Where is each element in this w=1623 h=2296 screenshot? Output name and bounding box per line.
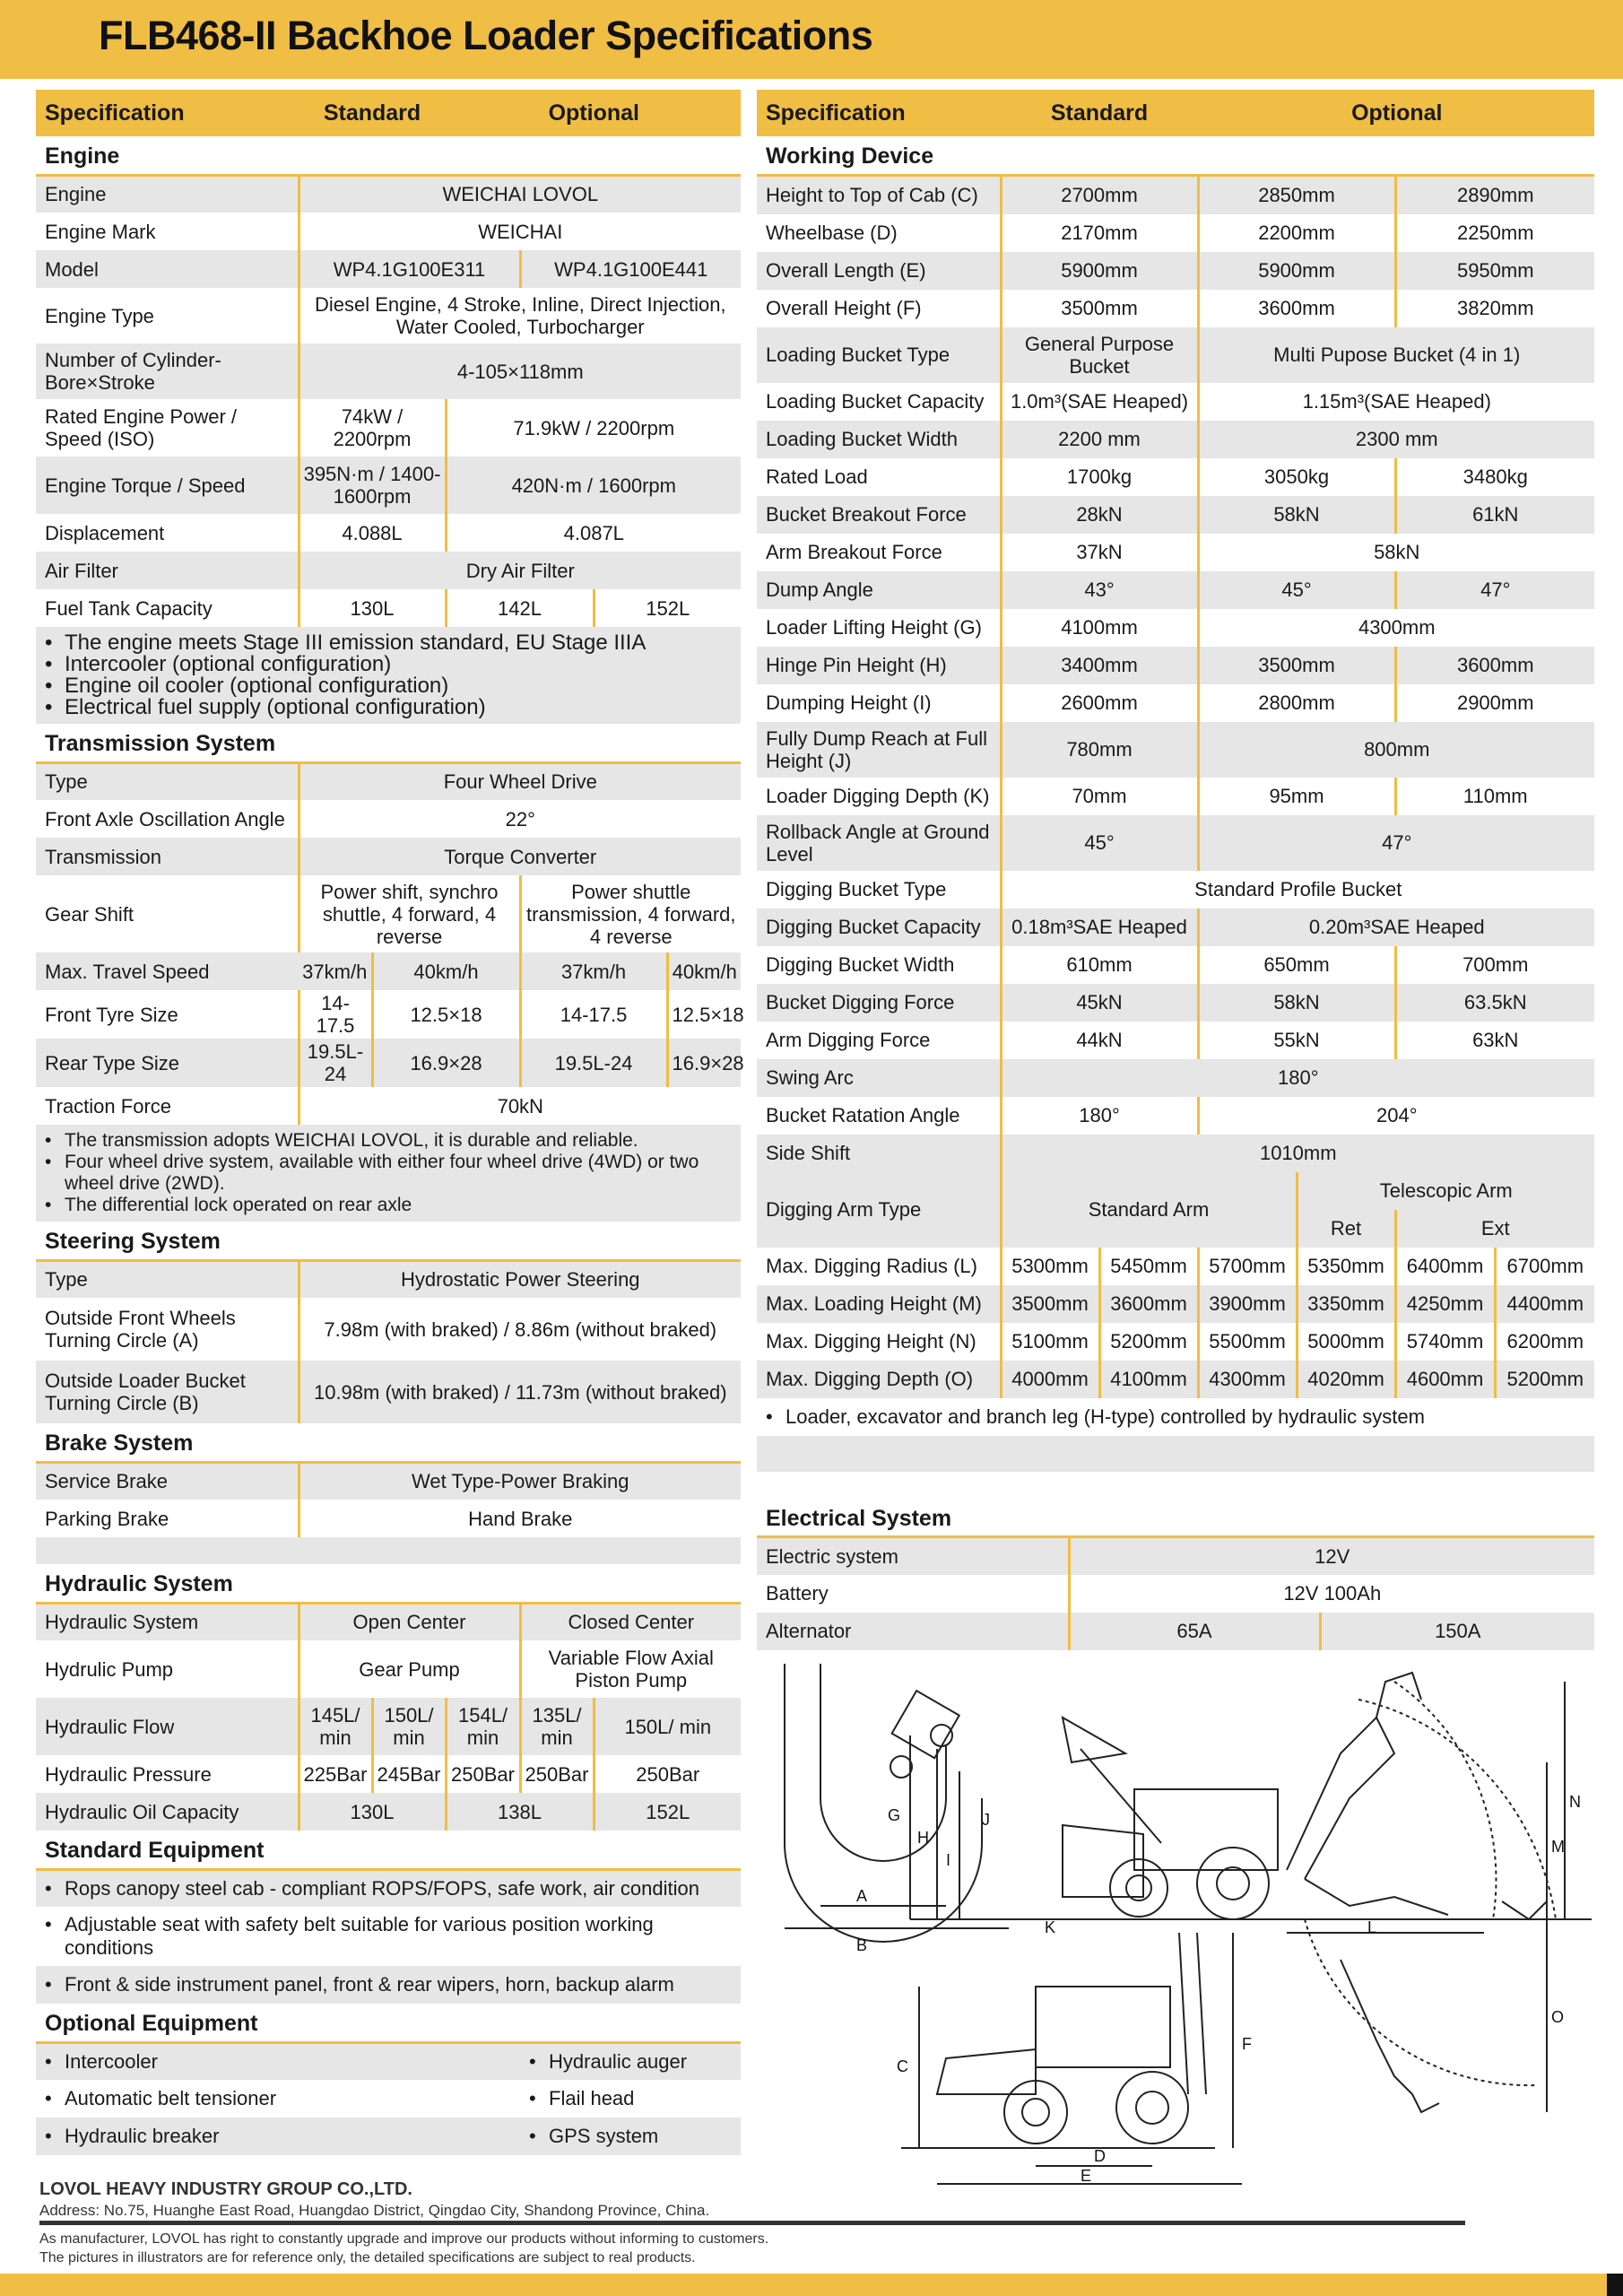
spec-row: Swing Arc 180° [757,1059,1594,1097]
list-item: • Adjustable seat with safety belt suitable for various position working conditions [36,1907,741,1966]
spec-row: Front Tyre Size 14-17.5 12.5×18 14-17.5 12.5×18 [45,992,744,1037]
spec-row: Max. Digging Height (N) 5100mm 5200mm 5500mm 5000mm 5740mm 6200mm [757,1323,1594,1361]
spec-row: Service Brake Wet Type-Power Braking [36,1462,741,1500]
spec-row: Rollback Angle at Ground Level 45° 47° [757,815,1594,871]
spec-row: Engine Mark WEICHAI [36,213,741,250]
transmission-notes [36,1125,741,1222]
note-item: • Four wheel drive system, available with either four wheel drive (4WD) or two wheel drive (2WD). [45,1152,732,1195]
dimension-diagram [767,1664,1601,2202]
spec-row: Max. Loading Height (M) 3500mm 3600mm 3900mm 3350mm 4250mm 4400mm [757,1285,1594,1323]
spec-row: Rated Engine Power / Speed (ISO) 74kW / 2200rpm 71.9kW / 2200rpm [36,399,741,457]
note-item: • Intercooler (optional configuration) [45,654,732,675]
spec-row: Loading Bucket Width 2200 mm 2300 mm [757,421,1594,458]
spec-row: Bucket Digging Force 45kN 58kN 63.5kN [757,984,1594,1022]
spacer-row [36,1537,741,1564]
spec-row: Digging Bucket Width 610mm 650mm 700mm [757,946,1594,984]
spec-row: Electric system 12V [757,1537,1594,1575]
dim-label-k: K [1045,1918,1056,1936]
spec-row: Hydraulic Pressure 225Bar 245Bar 250Bar 250Bar 250Bar [36,1755,741,1793]
section-electrical: Electrical System [757,1499,1594,1537]
dim-label-m: M [1551,1838,1565,1856]
note-item: • Electrical fuel supply (optional configuration) [45,697,732,718]
spec-row: Bucket Breakout Force 28kN 58kN 61kN [757,496,1594,534]
spec-row: Digging Bucket Capacity 0.18m³SAE Heaped 0.20m³SAE Heaped [757,909,1594,946]
spec-row: Outside Loader Bucket Turning Circle (B) 10.98m (with braked) / 11.73m (without braked) [36,1361,741,1423]
spec-row: Hydraulic System Open Center Closed Center [36,1603,741,1640]
note-item: • Engine oil cooler (optional configuration) [45,675,732,697]
spec-row: Overall Length (E) 5900mm 5900mm 5950mm [757,252,1594,290]
spec-row: Engine Torque / Speed 395N·m / 1400-1600rpm 420N·m / 1600rpm [36,457,741,514]
spec-row: Hydraulic Flow 145L/ min 150L/ min 154L/ min 135L/ min 150L/ min [36,1698,741,1755]
spec-row: Side Shift 1010mm [757,1135,1594,1172]
disclaimer-line: The pictures in illustrators are for reference only, the detailed specifications are subject to real products. [39,2250,696,2266]
disclaimer-line: As manufacturer, LOVOL has right to constantly upgrade and improve our products without informing to customers. [39,2231,769,2247]
footer [39,2179,1474,2220]
spec-row: Fuel Tank Capacity 130L 142L 152L [36,589,741,627]
spec-row: Arm Breakout Force 37kN 58kN [757,534,1594,571]
list-item: • Front & side instrument panel, front & rear wipers, horn, backup alarm [36,1966,741,2004]
dim-label-i: I [946,1851,951,1869]
spacer-row [757,1436,1594,1472]
spec-row: Overall Height (F) 3500mm 3600mm 3820mm [757,290,1594,327]
spec-row: Loader Lifting Height (G) 4100mm 4300mm [757,609,1594,647]
spec-row: Displacement 4.088L 4.087L [36,514,741,552]
spec-row: Ret Ext [757,1210,1594,1248]
spec-row: Type Hydrostatic Power Steering [36,1260,741,1298]
section-working-device: Working Device [757,136,1594,175]
engine-notes [36,627,741,724]
spec-row: Arm Digging Force 44kN 55kN 63kN [757,1022,1594,1059]
header-row [36,90,741,136]
dim-label-g: G [888,1806,901,1824]
list-item: • Automatic belt tensioner • Flail head [36,2080,741,2118]
left-column [36,90,744,2155]
dim-label-c: C [897,2057,908,2075]
spec-row: Max. Travel Speed 37km/h 40km/h 37km/h 40km/h [36,952,741,990]
header-standard: Standard [299,90,446,136]
spec-row: Hinge Pin Height (H) 3400mm 3500mm 3600mm [757,647,1594,684]
disclaimer [39,2230,768,2267]
spec-row: Gear Shift Power shift, synchro shuttle, 4 forward, 4 reverse Power shuttle transmission, 4 forward, 4 reverse [36,875,741,952]
dim-label-e: E [1081,2167,1092,2185]
spec-row: Rated Load 1700kg 3050kg 3480kg [757,458,1594,496]
page-title: FLB468-II Backhoe Loader Specifications [99,13,873,58]
bottom-bar-tab [1607,2274,1623,2296]
spec-row: Type Four Wheel Drive [36,762,741,800]
spec-row: Transmission Torque Converter [36,838,741,875]
dim-label-d: D [1094,2147,1106,2165]
note-item: • The differential lock operated on rear axle [45,1195,732,1216]
spec-row: Engine WEICHAI LOVOL [36,175,741,213]
note-item: • The transmission adopts WEICHAI LOVOL, it is durable and reliable. [45,1130,732,1152]
spacer-row [757,1472,1594,1499]
header-optional: Optional [1198,90,1594,136]
spec-row: Front Axle Oscillation Angle 22° [36,800,741,838]
spec-row: Number of Cylinder-Bore×Stroke 4-105×118mm [36,344,741,399]
right-column [757,90,1594,1650]
spec-row: Dumping Height (I) 2600mm 2800mm 2900mm [757,684,1594,722]
header-row [757,90,1594,136]
spec-row: Battery 12V 100Ah [757,1575,1594,1613]
spec-row: Height to Top of Cab (C) 2700mm 2850mm 2890mm [757,177,1594,214]
working-note: • Loader, excavator and branch leg (H-type) controlled by hydraulic system [757,1398,1594,1436]
dim-label-o: O [1551,2008,1565,2026]
arm-table [757,1172,1594,1499]
spec-row: Outside Front Wheels Turning Circle (A) 7.98m (with braked) / 8.86m (without braked) [36,1298,741,1361]
header-optional: Optional [446,90,741,136]
spec-row: Fully Dump Reach at Full Height (J) 780mm 800mm [757,722,1594,778]
list-item: • Rops canopy steel cab - compliant ROPS/FOPS, safe work, air condition [36,1869,741,1907]
section-hydraulic: Hydraulic System [36,1564,741,1603]
list-item: • Intercooler • Hydraulic auger [36,2042,741,2080]
spec-row: Traction Force 70kN [36,1087,741,1125]
spec-row: Loader Digging Depth (K) 70mm 95mm 110mm [757,778,1594,815]
spec-row: Parking Brake Hand Brake [36,1500,741,1537]
section-engine: Engine [36,136,741,175]
electrical-table [757,1499,1594,1650]
title-banner [0,0,1623,79]
spec-row: Bucket Ratation Angle 180° 204° [757,1097,1594,1135]
section-standard-equipment: Standard Equipment [36,1831,741,1869]
spec-row: Digging Bucket Type Standard Profile Bucket [757,871,1594,909]
spec-row: Model WP4.1G100E311 WP4.1G100E441 [36,250,741,288]
dim-label-j: J [982,1811,990,1829]
spec-row: Alternator 65A 150A [757,1613,1594,1650]
dim-label-f: F [1242,2035,1252,2053]
spec-row: Hydraulic Oil Capacity 130L 138L 152L [36,1793,741,1831]
header-spec: Specification [36,90,299,136]
company-address: Address: No.75, Huanghe East Road, Huangdao District, Qingdao City, Shandong Province, China. [39,2202,710,2219]
company-name: LOVOL HEAVY INDUSTRY GROUP CO.,LTD. [39,2179,412,2199]
spec-row: Dump Angle 43° 45° 47° [757,571,1594,609]
right-spec-table [757,90,1594,177]
section-transmission: Transmission System [36,724,741,762]
list-item: • Hydraulic breaker • GPS system [36,2118,741,2155]
note-item: • The engine meets Stage III emission standard, EU Stage IIIA [45,632,732,654]
header-spec: Specification [757,90,1001,136]
working-device-table [757,177,1594,1172]
spec-row: Wheelbase (D) 2170mm 2200mm 2250mm [757,214,1594,252]
footer-divider [39,2221,1465,2225]
spec-row: Max. Digging Depth (O) 4000mm 4100mm 4300mm 4020mm 4600mm 5200mm [757,1361,1594,1398]
spec-row: Hydrulic Pump Gear Pump Variable Flow Axial Piston Pump [36,1640,741,1698]
spec-row: Loading Bucket Capacity 1.0m³(SAE Heaped) 1.15m³(SAE Heaped) [757,383,1594,421]
section-brake: Brake System [36,1423,741,1462]
header-standard: Standard [1001,90,1198,136]
section-optional-equipment: Optional Equipment [36,2004,741,2042]
dim-label-a: A [856,1887,868,1905]
dim-label-b: B [856,1936,868,1954]
spec-row: Max. Digging Radius (L) 5300mm 5450mm 5700mm 5350mm 6400mm 6700mm [757,1248,1594,1285]
spec-row: Engine Type Diesel Engine, 4 Stroke, Inline, Direct Injection, Water Cooled, Turbocharger [36,288,741,344]
dim-label-l: L [1367,1918,1377,1936]
spec-row: Loading Bucket Type General Purpose Bucket Multi Pupose Bucket (4 in 1) [757,327,1594,383]
dim-label-n: N [1569,1793,1581,1811]
spec-row: Digging Arm Type Standard Arm Telescopic Arm [757,1172,1594,1210]
bottom-bar [0,2274,1623,2296]
spec-row: Rear Type Size 19.5L-24 16.9×28 19.5L-24 16.9×28 [36,1039,741,1087]
dim-label-h: H [917,1829,929,1847]
section-steering: Steering System [36,1222,741,1260]
left-spec-table [36,90,744,2155]
spec-row: Air Filter Dry Air Filter [36,552,741,589]
